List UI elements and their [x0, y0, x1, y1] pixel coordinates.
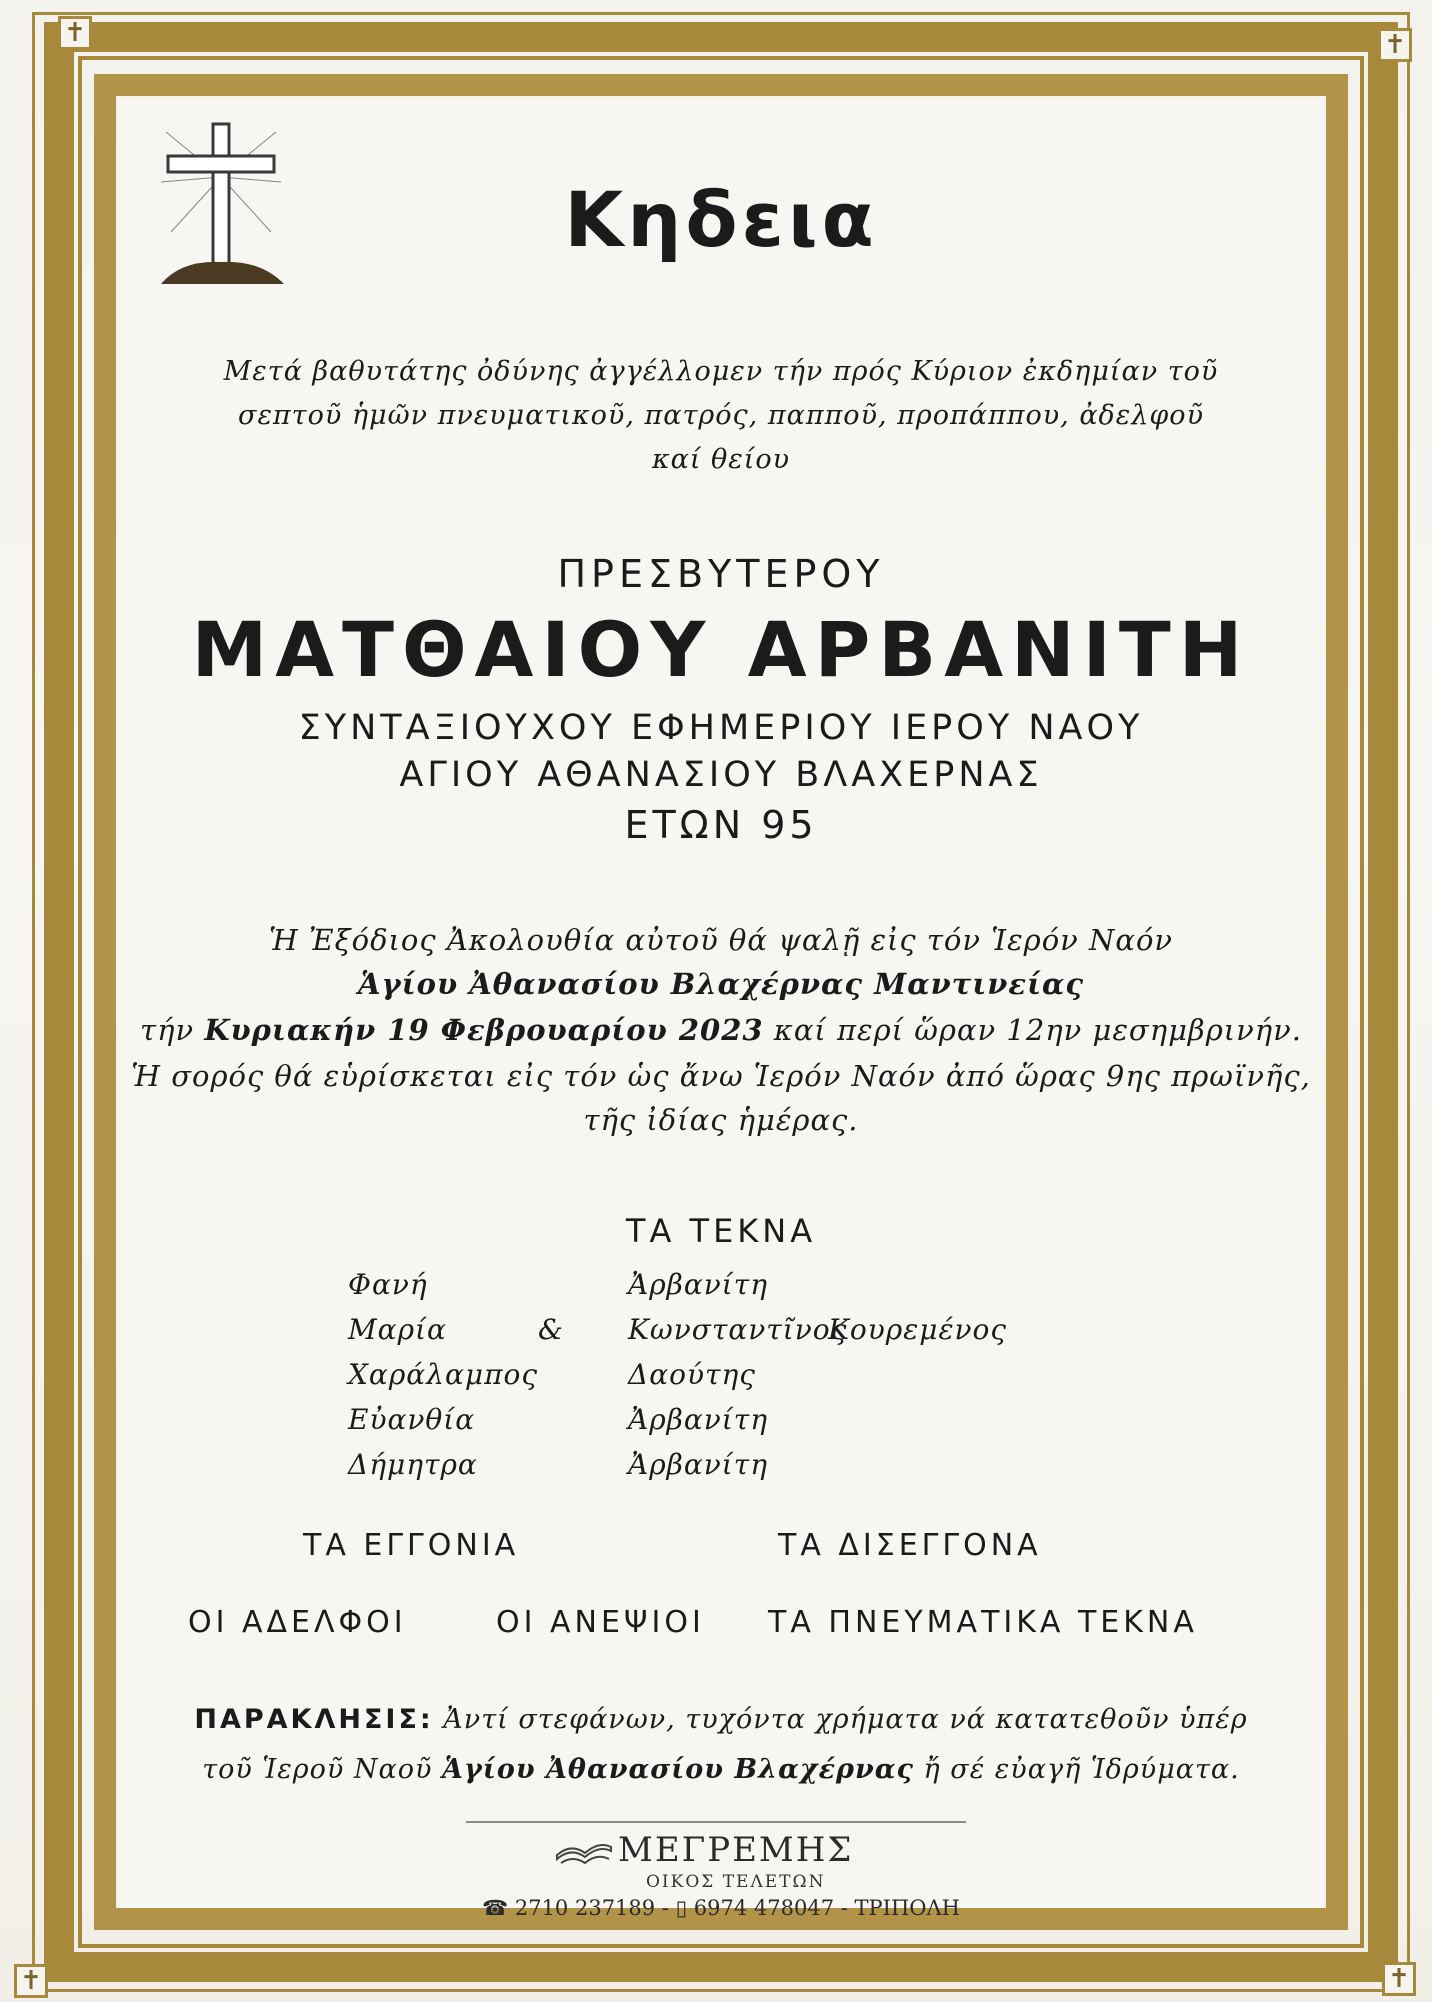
book-icon [555, 1833, 613, 1873]
great-grandchildren-label: ΤΑ ΔΙΣΕΓΓΟΝΑ [778, 1528, 1042, 1563]
viewing-day: τῆς ἰδίας ἡμέρας. [583, 1103, 859, 1137]
nephews-label: ΟΙ ΑΝΕΨΙΟΙ [496, 1605, 705, 1640]
child-first-name: Χαράλαμπος [348, 1358, 539, 1391]
list-item [348, 1448, 1048, 1493]
request-line-post: ἤ σέ εὐαγῆ Ἱδρύματα. [923, 1754, 1240, 1785]
child-surname: Κωνσταντῖνος [628, 1313, 848, 1346]
list-item [348, 1358, 1048, 1403]
deceased-age: ΕΤΩΝ 95 [624, 803, 818, 847]
child-surname: Δαούτης [628, 1358, 756, 1391]
child-first-name: Εὐανθία [348, 1403, 476, 1436]
contact-info: ☎ 2710 237189 - ▯ 6974 478047 - ΤΡΙΠΟΛΗ [482, 1896, 960, 1920]
intro-line: καί θείου [651, 444, 791, 475]
children-list [348, 1268, 1048, 1493]
list-item [348, 1313, 1048, 1358]
service-date-pre: τήν [140, 1013, 195, 1047]
grandchildren-label: ΤΑ ΕΓΓΟΝΙΑ [303, 1528, 520, 1563]
viewing-line: Ἡ σορός θά εὑρίσκεται εἰς τόν ὡς ἄνω Ἱερόν Ναόν ἀπό ὥρας 9ης πρωϊνῆς, [131, 1059, 1311, 1093]
corner-cross-icon: ✝ [1378, 28, 1412, 62]
funeral-home-name: ΜΕΓΡΕΜΗΣ [618, 1830, 854, 1870]
request-text [128, 1695, 1314, 1795]
service-time: καί περί ὥραν 12ην μεσημβρινήν. [773, 1013, 1302, 1047]
deceased-parish: ΑΓΙΟΥ ΑΘΑΝΑΣΙΟΥ ΒΛΑΧΕΡΝΑΣ [399, 755, 1043, 795]
siblings-label: ΟΙ ΑΔΕΛΦΟΙ [188, 1605, 407, 1640]
request-label: ΠΑΡΑΚΛΗΣΙΣ: [194, 1704, 434, 1735]
child-surname: Ἀρβανίτη [628, 1448, 769, 1481]
child-first-name: Φανή [348, 1268, 428, 1301]
intro-line: σεπτοῦ ἡμῶν πνευματικοῦ, πατρός, παπποῦ, προπάππου, ἀδελφοῦ [238, 400, 1204, 431]
list-item [348, 1403, 1048, 1448]
funeral-home-subtitle: ΟΙΚΟΣ ΤΕΛΕΤΩΝ [646, 1872, 826, 1892]
corner-cross-icon: ✝ [1382, 1962, 1416, 1996]
deceased-role: ΣΥΝΤΑΞΙΟΥΧΟΥ ΕΦΗΜΕΡΙΟΥ ΙΕΡΟΥ ΝΑΟΥ [298, 708, 1144, 748]
request-church: Ἁγίου Ἀθανασίου Βλαχέρνας [442, 1754, 914, 1785]
notice-content [118, 100, 1324, 1920]
child-surname: Ἀρβανίτη [628, 1403, 769, 1436]
request-line: Ἀντί στεφάνων, τυχόντα χρήματα νά κατατεθοῦν ὑπέρ [443, 1704, 1248, 1735]
child-surname: Ἀρβανίτη [628, 1268, 769, 1301]
request-line-pre: τοῦ Ἱεροῦ Ναοῦ [202, 1754, 433, 1785]
deceased-name: ΜΑΤΘΑΙΟΥ ΑΡΒΑΝΙΤΗ [191, 605, 1251, 694]
children-title: ΤΑ ΤΕΚΝΑ [625, 1212, 817, 1250]
child-first-name: Δήμητρα [348, 1448, 478, 1481]
service-date-line [118, 1010, 1324, 1050]
child-extra: Κουρεμένος [828, 1313, 1008, 1346]
deceased-rank: ΠΡΕΣΒΥΤΕΡΟΥ [557, 552, 885, 596]
footer-divider [466, 1821, 966, 1823]
service-date: Κυριακήν 19 Φεβρουαρίου 2023 [204, 1013, 764, 1047]
child-mark: & [538, 1313, 564, 1346]
list-item [348, 1268, 1048, 1313]
spiritual-children-label: ΤΑ ΠΝΕΥΜΑΤΙΚΑ ΤΕΚΝΑ [768, 1605, 1198, 1640]
intro-line: Μετά βαθυτάτης ὀδύνης ἀγγέλλομεν τήν πρός Κύριον ἐκδημίαν τοῦ [223, 356, 1219, 387]
page-title: Κηδεια [564, 175, 878, 264]
intro-text [118, 350, 1324, 482]
corner-cross-icon: ✝ [58, 16, 92, 50]
corner-cross-icon: ✝ [14, 1964, 48, 1998]
service-line: Ἡ Ἐξόδιος Ἀκολουθία αὐτοῦ θά ψαλῇ εἰς τόν Ἱερόν Ναόν [268, 923, 1174, 957]
child-first-name: Μαρία [348, 1313, 447, 1346]
service-church: Ἁγίου Ἀθανασίου Βλαχέρνας Μαντινείας [358, 967, 1084, 1001]
